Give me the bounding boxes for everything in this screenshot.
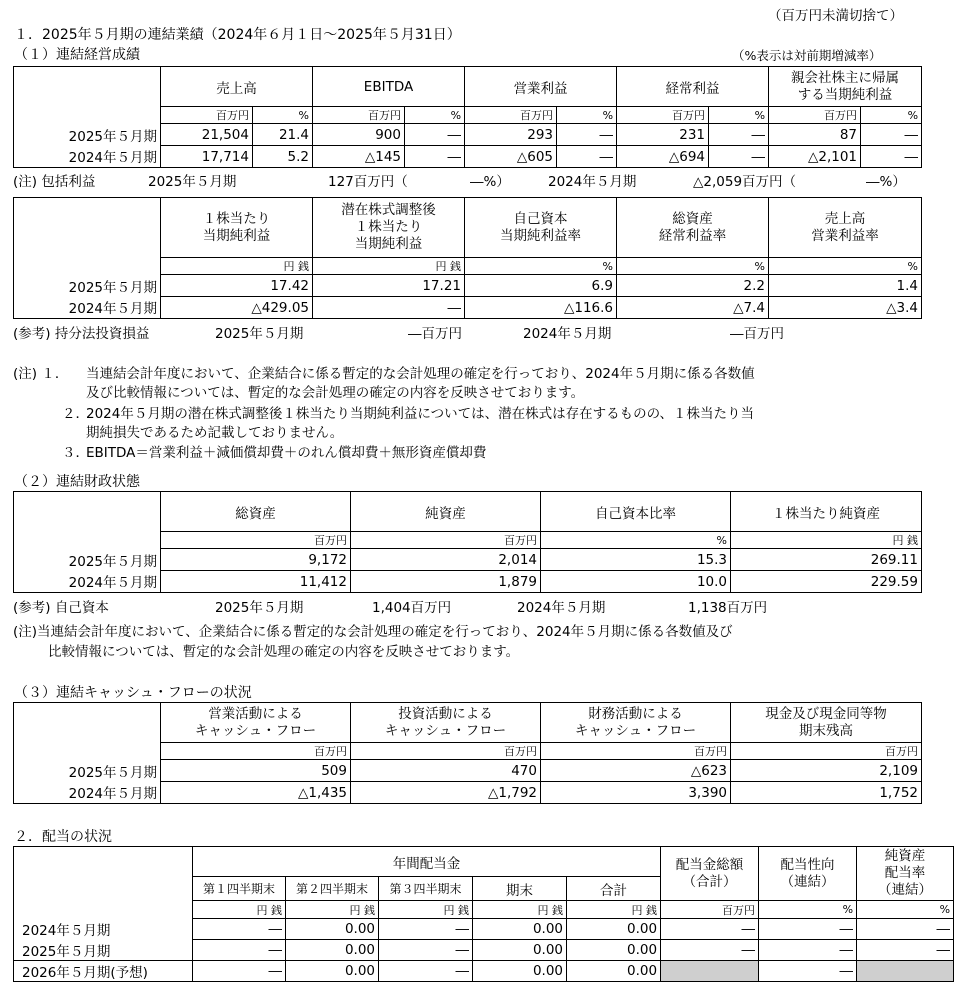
cell: 1.4 <box>769 275 922 297</box>
header-ebitda: EBITDA <box>313 67 465 107</box>
cell: 231 <box>617 124 709 146</box>
header-bps: １株当たり純資産 <box>731 492 922 532</box>
equity-method-period-2: 2024年５月期 <box>523 326 612 342</box>
note-financial-line-1: (注)当連結会計年度において、企業結合に係る暫定的な会計処理の確定を行っており、2024年５月期に係る各数値及び <box>13 624 733 640</box>
table-row <box>14 961 954 982</box>
unit: % <box>857 901 954 919</box>
cell: 900 <box>313 124 405 146</box>
section-2-title: ２．配当の状況 <box>14 829 112 845</box>
header-ordinary-profit: 経常利益 <box>617 67 769 107</box>
header-total-assets: 総資産 <box>161 492 351 532</box>
cell: ― <box>405 146 465 168</box>
unit: 百万円 <box>351 743 541 760</box>
self-equity-period-2: 2024年５月期 <box>517 600 606 616</box>
cell: ― <box>759 940 857 961</box>
cell: ― <box>379 919 473 940</box>
cell: 0.00 <box>567 940 661 961</box>
header-investing-cf: 投資活動による キャッシュ・フロー <box>351 703 541 743</box>
unit: 百万円 <box>351 532 541 549</box>
self-equity-period-1: 2025年５月期 <box>215 600 304 616</box>
cell: 17.21 <box>313 275 465 297</box>
unit: 円 銭 <box>313 258 465 275</box>
cell: 229.59 <box>731 571 922 593</box>
cell: 0.00 <box>473 940 567 961</box>
unit: 円 銭 <box>567 901 661 919</box>
row-label: 2025年５月期 <box>14 124 161 146</box>
cell: 0.00 <box>567 919 661 940</box>
table-row <box>14 782 922 804</box>
unit-pct: % <box>861 107 922 124</box>
cell: △2,101 <box>769 146 861 168</box>
comprehensive-income-period-2: 2024年５月期 <box>548 174 637 190</box>
header-q2: 第２四半期末 <box>286 877 379 901</box>
unit: % <box>769 258 922 275</box>
cell: 15.3 <box>541 549 731 571</box>
self-equity-label: (参考) 自己資本 <box>13 600 109 616</box>
unit-amount: 百万円 <box>161 107 253 124</box>
comprehensive-income-label: (注) 包括利益 <box>13 174 96 190</box>
cell: △145 <box>313 146 405 168</box>
unit: 百万円 <box>161 532 351 549</box>
cell: 21,504 <box>161 124 253 146</box>
note-2-number: ２． <box>62 406 89 422</box>
row-label: 2024年５月期 <box>14 146 161 168</box>
cell-shaded <box>661 961 759 982</box>
cell: ― <box>379 961 473 982</box>
row-label: 2024年５月期 <box>14 297 161 319</box>
header-payout-ratio: 配当性向 （連結） <box>759 847 857 901</box>
cell: △623 <box>541 760 731 782</box>
cell: ― <box>759 961 857 982</box>
change-rate-note: （%表示は対前期増減率） <box>732 48 882 63</box>
cell-shaded <box>857 961 954 982</box>
cell: △3.4 <box>769 297 922 319</box>
cell: ― <box>557 146 617 168</box>
cell: 10.0 <box>541 571 731 593</box>
cell: 293 <box>465 124 557 146</box>
cell: 1,879 <box>351 571 541 593</box>
table-row <box>14 940 954 961</box>
cash-flow-table <box>13 702 922 804</box>
cell: 1,752 <box>731 782 922 804</box>
cell: ― <box>193 940 286 961</box>
unit: % <box>465 258 617 275</box>
table-row <box>14 919 954 940</box>
table-row <box>14 297 922 319</box>
header-financing-cf: 財務活動による キャッシュ・フロー <box>541 703 731 743</box>
cell: ― <box>661 940 759 961</box>
note-2-line-2: 期純損失であるため記載しておりません。 <box>86 425 344 441</box>
unit: 円 銭 <box>379 901 473 919</box>
cell: 5.2 <box>253 146 313 168</box>
cell: 0.00 <box>473 961 567 982</box>
header-total-dividend: 配当金総額 （合計） <box>661 847 759 901</box>
cell: ― <box>857 919 954 940</box>
cell: ― <box>193 919 286 940</box>
header-q1: 第１四半期末 <box>193 877 286 901</box>
cell: 2.2 <box>617 275 769 297</box>
cell: ― <box>857 940 954 961</box>
row-label: 2025年５月期 <box>14 940 193 961</box>
comprehensive-income-pct-2: ―%） <box>866 174 906 190</box>
comprehensive-income-value-2: △2,059百万円（ <box>693 174 797 190</box>
cell: 0.00 <box>286 961 379 982</box>
cell: 87 <box>769 124 861 146</box>
header-total: 合計 <box>567 877 661 901</box>
header-cash-balance: 現金及び現金同等物 期末残高 <box>731 703 922 743</box>
cell: ― <box>861 124 922 146</box>
unit: 百万円 <box>731 743 922 760</box>
unit-pct: % <box>253 107 313 124</box>
header-equity-ratio: 自己資本比率 <box>541 492 731 532</box>
header-operating-margin: 売上高 営業利益率 <box>769 198 922 258</box>
comprehensive-income-period-1: 2025年５月期 <box>148 174 237 190</box>
row-label: 2026年５月期(予想) <box>14 961 193 982</box>
note-2-line-1: 2024年５月期の潜在株式調整後１株当たり当期純利益については、潜在株式は存在するものの、１株当たり当 <box>86 406 755 422</box>
header-roe: 自己資本 当期純利益率 <box>465 198 617 258</box>
unit-pct: % <box>405 107 465 124</box>
unit: % <box>617 258 769 275</box>
cell: ― <box>313 297 465 319</box>
cell: △429.05 <box>161 297 313 319</box>
row-label: 2024年５月期 <box>14 782 161 804</box>
unit: 百万円 <box>661 901 759 919</box>
cell: 21.4 <box>253 124 313 146</box>
header-annual-dividend: 年間配当金 <box>193 847 661 877</box>
header-operating-profit: 営業利益 <box>465 67 617 107</box>
corner-cell <box>14 67 161 107</box>
cell: 17.42 <box>161 275 313 297</box>
cell: △694 <box>617 146 709 168</box>
cell: 0.00 <box>286 919 379 940</box>
subsection-2-title: （２）連結財政状態 <box>14 474 140 490</box>
cell: ― <box>379 940 473 961</box>
comprehensive-income-pct-1: ―%） <box>470 174 510 190</box>
unit: 円 銭 <box>286 901 379 919</box>
unit-amount: 百万円 <box>313 107 405 124</box>
header-net-assets: 純資産 <box>351 492 541 532</box>
unit: % <box>541 532 731 549</box>
row-label: 2025年５月期 <box>14 760 161 782</box>
cell: 0.00 <box>473 919 567 940</box>
header-roa: 総資産 経常利益率 <box>617 198 769 258</box>
cell: 6.9 <box>465 275 617 297</box>
self-equity-value-1: 1,404百万円 <box>372 600 452 616</box>
cell: ― <box>861 146 922 168</box>
section-1-title: １．2025年５月期の連結業績（2024年６月１日～2025年５月31日） <box>14 27 461 43</box>
cell: △1,792 <box>351 782 541 804</box>
equity-method-period-1: 2025年５月期 <box>215 326 304 342</box>
cell: △605 <box>465 146 557 168</box>
note-3-number: ３． <box>62 445 89 461</box>
unit: % <box>759 901 857 919</box>
cell: 470 <box>351 760 541 782</box>
cell: ― <box>759 919 857 940</box>
header-net-income: 親会社株主に帰属 する当期純利益 <box>769 67 922 107</box>
note-1-line-2: 及び比較情報については、暫定的な会計処理の確定の内容を反映させております。 <box>86 385 585 401</box>
header-eps: １株当たり 当期純利益 <box>161 198 313 258</box>
equity-method-label: (参考) 持分法投資損益 <box>13 326 150 342</box>
row-label: 2024年５月期 <box>14 571 161 593</box>
cell: 17,714 <box>161 146 253 168</box>
cell: △1,435 <box>161 782 351 804</box>
equity-method-value-1: ―百万円 <box>408 326 462 342</box>
unit: 円 銭 <box>161 258 313 275</box>
cell: ― <box>661 919 759 940</box>
header-q3: 第３四半期末 <box>379 877 473 901</box>
self-equity-value-2: 1,138百万円 <box>688 600 768 616</box>
table-row <box>14 549 922 571</box>
cell: 509 <box>161 760 351 782</box>
table-row <box>14 146 922 168</box>
unit: 百万円 <box>541 743 731 760</box>
unit-amount: 百万円 <box>465 107 557 124</box>
unit-pct: % <box>709 107 769 124</box>
table-row <box>14 275 922 297</box>
table-row <box>14 124 922 146</box>
unit: 百万円 <box>161 743 351 760</box>
unit-amount: 百万円 <box>769 107 861 124</box>
cell: 11,412 <box>161 571 351 593</box>
unit: 円 銭 <box>731 532 922 549</box>
note-3-line-1: EBITDA＝営業利益＋減価償却費＋のれん償却費＋無形資産償却費 <box>86 445 487 461</box>
unit-pct: % <box>557 107 617 124</box>
header-sales: 売上高 <box>161 67 313 107</box>
equity-method-value-2: ―百万円 <box>730 326 784 342</box>
cell: 0.00 <box>286 940 379 961</box>
unit: 円 銭 <box>193 901 286 919</box>
cell: 2,014 <box>351 549 541 571</box>
row-label: 2025年５月期 <box>14 549 161 571</box>
note-1-line-1: 当連結会計年度において、企業結合に係る暫定的な会計処理の確定を行っており、2024年５月期に係る各数値 <box>86 366 755 382</box>
header-year-end: 期末 <box>473 877 567 901</box>
header-operating-cf: 営業活動による キャッシュ・フロー <box>161 703 351 743</box>
unit-note: （百万円未満切捨て） <box>768 8 903 24</box>
cell: ― <box>709 146 769 168</box>
dividend-table <box>13 846 954 982</box>
note-financial-line-2: 比較情報については、暫定的な会計処理の確定の内容を反映させております。 <box>48 644 520 660</box>
cell: 269.11 <box>731 549 922 571</box>
cell: △7.4 <box>617 297 769 319</box>
cell: ― <box>193 961 286 982</box>
per-share-table <box>13 197 922 319</box>
cell: ― <box>405 124 465 146</box>
financial-position-table <box>13 491 922 593</box>
header-doe: 純資産 配当率 （連結） <box>857 847 954 901</box>
cell: 9,172 <box>161 549 351 571</box>
cell: 0.00 <box>567 961 661 982</box>
cell: 2,109 <box>731 760 922 782</box>
unit-amount: 百万円 <box>617 107 709 124</box>
cell: ― <box>709 124 769 146</box>
row-label: 2024年５月期 <box>14 919 193 940</box>
comprehensive-income-value-1: 127百万円（ <box>328 174 408 190</box>
cell: △116.6 <box>465 297 617 319</box>
unit: 円 銭 <box>473 901 567 919</box>
row-label: 2025年５月期 <box>14 275 161 297</box>
table-row <box>14 571 922 593</box>
cell: 3,390 <box>541 782 731 804</box>
note-1-number: (注) １． <box>13 366 69 382</box>
cell: ― <box>557 124 617 146</box>
subsection-1-title: （１）連結経営成績 <box>14 47 140 63</box>
subsection-3-title: （３）連結キャッシュ・フローの状況 <box>14 685 252 701</box>
header-diluted-eps: 潜在株式調整後 １株当たり 当期純利益 <box>313 198 465 258</box>
operating-results-table <box>13 66 922 168</box>
table-row <box>14 760 922 782</box>
